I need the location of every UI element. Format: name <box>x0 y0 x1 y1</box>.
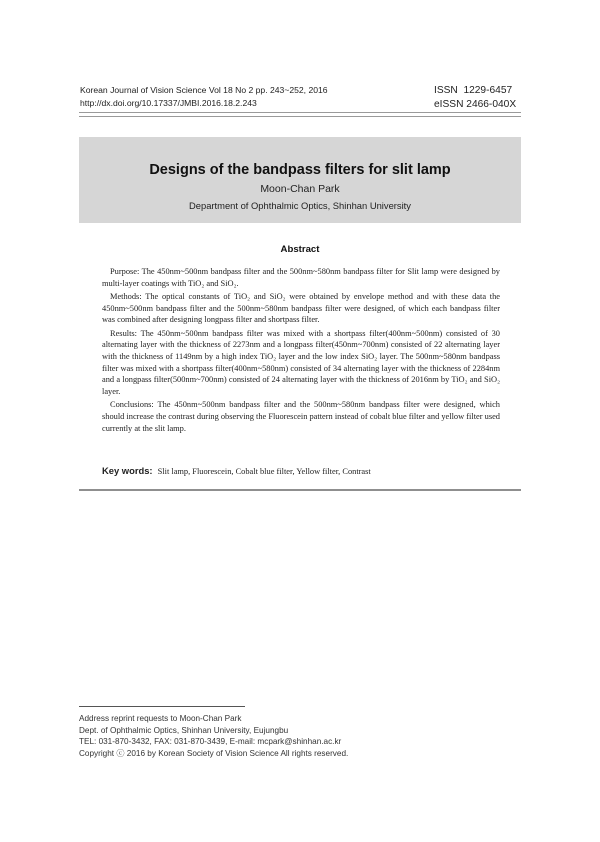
issn-block <box>434 84 516 112</box>
results-text: The 450nm~500nm bandpass filter was mixed with a shortpass filter(400nm~500nm) consisted of 30 alternating layer with the thickness of 2273nm and a longpass filter(450nm~700nm) consisted of 22 alternating layer with the thickness of 1149nm by a high index TiO₂ layer and the low index SiO₂ layer. The 500nm~580nm bandpass filter was mixed with a shortpass filter(400nm~580nm) consisted of 34 alternating layer with the thickness of 2284nm and a longpass filter(500nm~700nm) consisted of 24 alternating layer with the thickness of 2016nm by TiO₂ and SiO₂ layer. <box>102 328 500 397</box>
purpose-label: Purpose: <box>110 267 140 276</box>
keywords <box>102 465 500 476</box>
article-title: Designs of the bandpass filters for slit lamp <box>149 162 451 178</box>
keywords-label: Key words: <box>102 465 153 476</box>
author-name: Moon-Chan Park <box>260 183 340 195</box>
header-divider-bottom <box>79 116 521 117</box>
abstract-purpose <box>102 266 500 289</box>
header-divider-top <box>79 112 521 113</box>
keywords-list: Slit lamp, Fluorescein, Cobalt blue filter, Yellow filter, Contrast <box>157 467 371 476</box>
author-affiliation: Department of Ophthalmic Optics, Shinhan University <box>189 200 411 211</box>
journal-header <box>80 84 328 110</box>
conclusions-text: The 450nm~500nm bandpass filter and the 500nm~580nm bandpass filter were designed, which should increase the contrast during observing the Fluorescein pattern instead of cobalt blue filter and yellow filter used currently at the slit lamp. <box>102 400 500 433</box>
title-block <box>79 137 521 223</box>
copyright-notice: Copyright ⓒ 2016 by Korean Society of Vision Science All rights reserved. <box>79 748 349 758</box>
methods-label: Methods: <box>110 291 142 301</box>
abstract-results <box>102 328 500 398</box>
reprint-request: Address reprint requests to Moon-Chan Park <box>79 714 242 723</box>
contact-info: TEL: 031-870-3432, FAX: 031-870-3439, E-mail: mcpark@shinhan.ac.kr <box>79 737 342 747</box>
results-label: Results: <box>110 328 137 338</box>
abstract-divider <box>79 489 521 491</box>
purpose-text: The 450nm~500nm bandpass filter and the 500nm~580nm bandpass filter for Slit lamp were designed by multi-layer coatings with TiO₂ and SiO₂. <box>102 267 500 288</box>
doi-link[interactable]: http://dx.doi.org/10.17337/JMBI.2016.18.2.243 <box>80 98 257 108</box>
issn: ISSN 1229-6457 <box>434 85 513 96</box>
abstract-conclusions <box>102 399 500 434</box>
conclusions-label: Conclusions: <box>110 400 154 410</box>
journal-citation: Korean Journal of Vision Science Vol 18 No 2 pp. 243~252, 2016 <box>80 85 328 95</box>
abstract-body <box>102 266 500 436</box>
methods-text: The optical constants of TiO₂ and SiO₂ were obtained by envelope method and with these data the 450nm~500nm bandpass filter and the 500nm~580nm bandpass filter were designed, of which each bandpass filter was combined after designing longpass filter and shortpass filter. <box>102 291 500 325</box>
eissn: eISSN 2466-040X <box>434 99 517 110</box>
footnote <box>79 713 348 759</box>
footnote-divider <box>79 706 245 707</box>
abstract-heading: Abstract <box>280 244 320 255</box>
author-department: Dept. of Ophthalmic Optics, Shinhan University, Eujungbu <box>79 725 289 735</box>
abstract-methods <box>102 291 500 326</box>
